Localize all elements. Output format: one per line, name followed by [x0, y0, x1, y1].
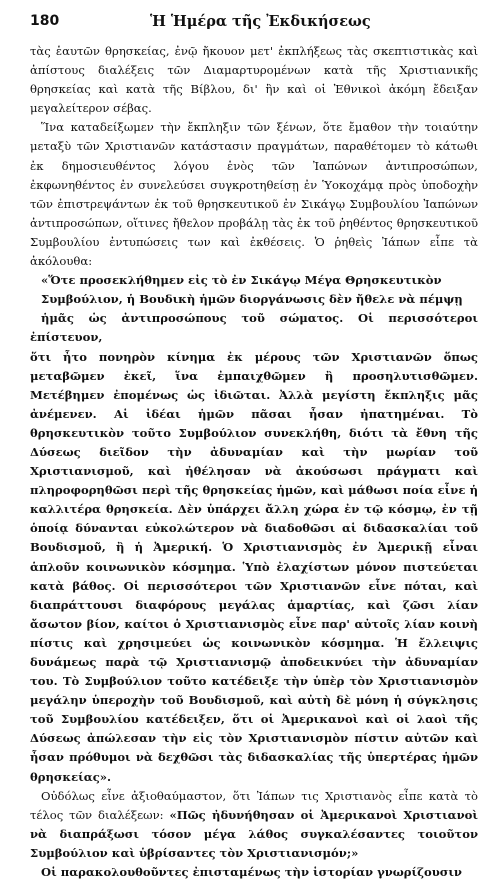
- running-title: Ἡ Ἡμέρα τῆς Ἐκδικήσεως: [150, 13, 371, 30]
- quote-line-3: ἡμᾶς ὡς ἀντιπροσώπους τοῦ σώματος. Οἱ περισσότεροι ἐπίστευον,: [30, 311, 478, 345]
- paragraph-5: Οἱ παρακολουθοῦντες ἐπισταμένως τὴν ἱστορίαν γνωρίζουσιν: [41, 865, 462, 880]
- page-number: 180: [30, 13, 60, 29]
- paragraph-4: [30, 787, 478, 863]
- quote-body: ὅτι ἦτο πονηρὸν κίνημα ἐκ μέρους τῶν Χριστιανῶν ὅπως μεταβῶμεν ἐκεῖ, ἵνα ἐμπαιχθῶμεν ἢ προσηλυτισθῶμεν. Μετέβημεν ἐπομένως ὡς ἰδιῶται. Ἀλλὰ μεγίστη ἔκπληξις μᾶς ἀνέμενεν. Αἱ ἰδέαι ἡμῶν πᾶσαι ἦσαν ἠπατημέναι. Τὸ θρησκευτικὸν τοῦτο Συμβούλιον συνεκλήθη, διότι τὰ ἔθνη τῆς Δύσεως διεῖδον τὴν ἀδυναμίαν καὶ τὴν μωρίαν τοῦ Χριστιανισμοῦ, καὶ ἠθέλησαν νὰ ἀκούσωσι πράγματι καὶ πληροφορηθῶσι περὶ τῆς θρησκείας ἡμῶν, καὶ μάθωσι ποία εἶνε ἡ καλλιτέρα θρησκεία. Δὲν ὑπάρχει ἄλλη χώρα ἐν τῷ κόσμῳ, ἐν τῇ ὁποίᾳ δύνανται εὐκολώτερον νὰ διαδοθῶσι αἱ διδασκαλίαι τοῦ Βουδισμοῦ, ἢ ἡ Ἀμερική. Ὁ Χριστιανισμὸς ἐν Ἀμερικῇ εἶναι ἁπλοῦν κοινωνικὸν κόσμημα. Ὑπὸ ἐλαχίστων μόνον πιστεύεται κατὰ βάθος. Οἱ περισσότεροι τῶν Χριστιανῶν εἶνε πόται, καὶ διαπράττουσι διαφόρους μεγάλας ἁμαρτίας, καὶ ζῶσι λίαν ἄσωτον βίον, καίτοι ὁ Χριστιανισμὸς εἶνε παρ' αὐτοῖς λίαν κοινὴ πίστις καὶ χρησιμεύει ὡς κοινωνικὸν κόσμημα. Ἡ ἔλλειψις δυνάμεως παρὰ τῷ Χριστιανισμῷ ἀποδεικνύει τὴν ἀδυναμίαν του. Τὸ Συμβούλιον τοῦτο κατέδειξε τὴν ὑπὲρ τὸν Χριστιανισμὸν μεγάλην ὑπεροχὴν τοῦ Βουδισμοῦ, καὶ αὐτὴ δὲ μόνη ἡ σύγκλησις τοῦ Συμβουλίου κατέδειξεν, ὅτι οἱ Ἀμερικανοὶ καὶ οἱ λαοὶ τῆς Δύσεως ἀπώλεσαν τὴν εἰς τὸν Χριστιανισμὸν πίστιν αὐτῶν καὶ ἦσαν πρόθυμοι νὰ δεχθῶσι τὰς διδασκαλίας τῆς ὑπερτέρας ἡμῶν θρησκείας».: [30, 349, 478, 784]
- body-text: [30, 42, 478, 882]
- quoted-speech: [30, 271, 478, 787]
- page-header: [30, 13, 480, 35]
- paragraph-4-text: Οὐδόλως εἶνε ἀξιοθαύμαστον, ὅτι Ἰάπων τις Χριστιανὸς εἶπε κατὰ τὸ τέλος τῶν διαλέξεων:: [30, 788, 478, 822]
- quote-line-2: Συμβούλιον, ἡ Βουδικὴ ἡμῶν διοργάνωσις δὲν ἤθελε νὰ πέμψῃ: [41, 292, 463, 307]
- quote-line-1: «Ὅτε προσεκλήθημεν εἰς τὸ ἐν Σικάγῳ Μέγα Θρησκευτικὸν: [41, 273, 442, 288]
- paragraph-2: Ἵνα καταδείξωμεν τὴν ἔκπληξιν τῶν ξένων, ὅτε ἔμαθον τὴν τοιαύτην μεταξὺ τῶν Χριστιανῶν κατάστασιν πραγμάτων, παραθέτομεν τὸ κάτωθι ἐκ δημοσιευθέντος λόγου ἑνὸς τῶν Ἰαπώνων ἀντιπροσώπων, ἐκφωνηθέντος ἐν συνελεύσει συγκροτηθείσῃ ἐν Ὑοκοχάμᾳ πρὸς ὑποδοχὴν τῶν ἐπιστρεψάντων ἐκ τοῦ θρησκευτικοῦ ἐν Σικάγῳ Συμβουλίου Ἰαπώνων ἀντιπροσώπων, οἵτινες ἤθελον προβάλῃ τὰς ἐκ τοῦ ῥηθέντος θρησκευτικοῦ Συμβουλίου ἐντυπώσεις των καὶ ἐκθέσεις. Ὁ ῥηθεὶς Ἰάπων εἶπε τὰ ἀκόλουθα:: [30, 120, 478, 269]
- christian-quote: «Πῶς ἠδυνήθησαν οἱ Ἀμερικανοὶ Χριστιανοὶ νὰ διαπράξωσι τόσον μέγα λάθος συγκαλέσαντες τοιοῦτον Συμβούλιον καὶ ὑβρίσαντες τὸν Χριστιανισμόν;»: [30, 807, 478, 860]
- paragraph-1: τὰς ἑαυτῶν θρησκείας, ἐνῷ ἤκουον μετ' ἐκπλήξεως τὰς σκεπτιστικὰς καὶ ἀπίστους διαλέξεις τῶν Διαμαρτυρομένων κατὰ τῆς Χριστιανικῆς θρησκείας καὶ κατὰ τῆς Βίβλου, δι' ἣν καὶ οἱ Ἐθνικοὶ ἀκόμη ἔδειξαν μεγαλείτερον σέβας.: [30, 44, 478, 116]
